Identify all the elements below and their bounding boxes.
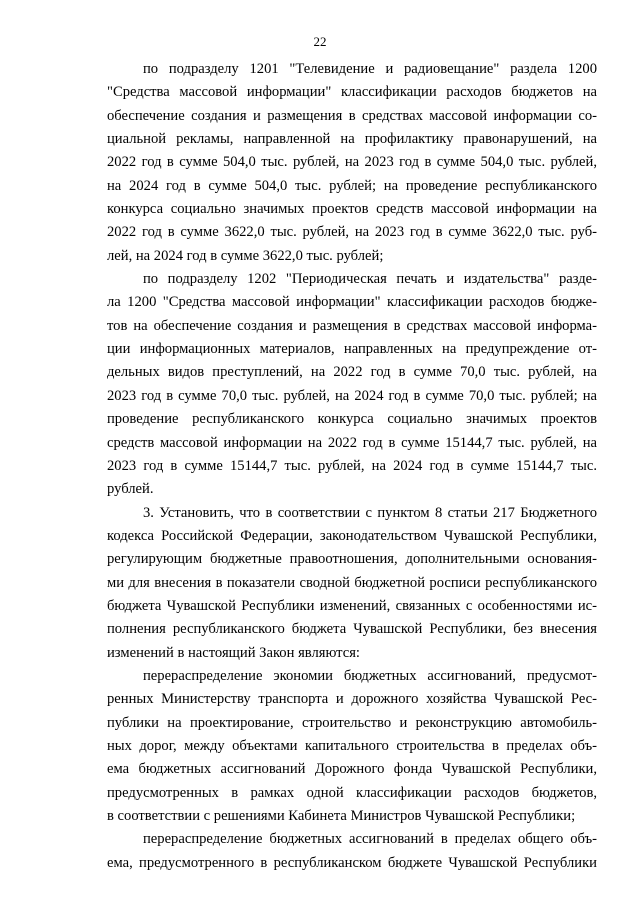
text-line: циальной рекламы, направленной на профилактику правонарушений, на (107, 131, 597, 148)
text-line: бюджета Чувашской Республики изменений, связанных с особенностями ис- (107, 597, 597, 614)
text-line: тов на обеспечение создания и размещения в средствах массовой информа- (107, 317, 597, 334)
text-line: по подразделу 1202 "Периодическая печать и издательства" разде- (143, 271, 597, 288)
text-line: кодекса Российской Федерации, законодательством Чувашской Республики, (107, 527, 597, 544)
text-line: обеспечение создания и размещения в средствах массовой информации со- (107, 107, 597, 124)
text-line: 2022 год в сумме 504,0 тыс. рублей, на 2023 год в сумме 504,0 тыс. рублей, (107, 154, 597, 171)
text-line: регулирующим бюджетные правоотношения, дополнительными основания- (107, 551, 597, 568)
text-line: проведение республиканского конкурса социально значимых проектов (107, 411, 597, 428)
text-line: 2023 год в сумме 70,0 тыс. рублей, на 2024 год в сумме 70,0 тыс. рублей; на (107, 387, 597, 404)
text-line: ных дорог, между объектами капитального строительства в пределах объ- (107, 737, 597, 754)
paragraph (107, 58, 597, 268)
text-line: ренных Министерству транспорта и дорожного хозяйства Чувашской Рес- (107, 691, 597, 708)
text-line: рублей. (107, 481, 154, 498)
text-line: "Средства массовой информации" классификации расходов бюджетов на (107, 84, 597, 101)
text-line: ла 1200 "Средства массовой информации" классификации расходов бюдже- (107, 294, 597, 311)
paragraph (107, 502, 597, 665)
text-line: конкурса социально значимых проектов средств массовой информации на (107, 201, 597, 218)
paragraph (107, 268, 597, 501)
text-line: ема бюджетных ассигнований Дорожного фонда Чувашской Республики, (107, 761, 597, 778)
text-line: по подразделу 1201 "Телевидение и радиовещание" раздела 1200 (143, 61, 597, 77)
text-line: изменений в настоящий Закон являются: (107, 644, 360, 661)
text-line: 3. Установить, что в соответствии с пунктом 8 статьи 217 Бюджетного (143, 504, 597, 521)
text-line: публики на проектирование, строительство и реконструкцию автомобиль- (107, 714, 597, 731)
text-line: на 2024 год в сумме 504,0 тыс. рублей; на проведение республиканского (107, 177, 597, 194)
text-line: 2023 год в сумме 15144,7 тыс. рублей, на 2024 год в сумме 15144,7 тыс. (107, 457, 597, 474)
page-number: 22 (313, 34, 327, 49)
paragraph (107, 665, 597, 828)
text-line: перераспределение бюджетных ассигнований в пределах общего объ- (143, 831, 597, 848)
text-line: ции информационных материалов, направленных на предупреждение от- (107, 341, 597, 358)
text-line: дельных видов преступлений, на 2022 год в сумме 70,0 тыс. рублей, на (107, 364, 597, 381)
text-line: ми для внесения в показатели сводной бюджетной росписи республиканского (107, 574, 597, 591)
text-line: 2022 год в сумме 3622,0 тыс. рублей, на 2023 год в сумме 3622,0 тыс. руб- (107, 224, 597, 241)
text-line: ема, предусмотренного в республиканском бюджете Чувашской Республики (107, 854, 597, 871)
text-line: средств массовой информации на 2022 год в сумме 15144,7 тыс. рублей, на (107, 434, 597, 451)
text-line: полнения республиканского бюджета Чувашской Республики, без внесения (107, 621, 597, 638)
text-line: в соответствии с решениями Кабинета Министров Чувашской Республики; (107, 808, 576, 824)
text-line: предусмотренных в рамках одной классификации расходов бюджетов, (107, 784, 597, 801)
document-body (107, 58, 597, 875)
text-line: перераспределение экономии бюджетных ассигнований, предусмот- (143, 667, 597, 684)
text-line: лей, на 2024 год в сумме 3622,0 тыс. рублей; (107, 247, 384, 264)
paragraph (107, 828, 597, 875)
